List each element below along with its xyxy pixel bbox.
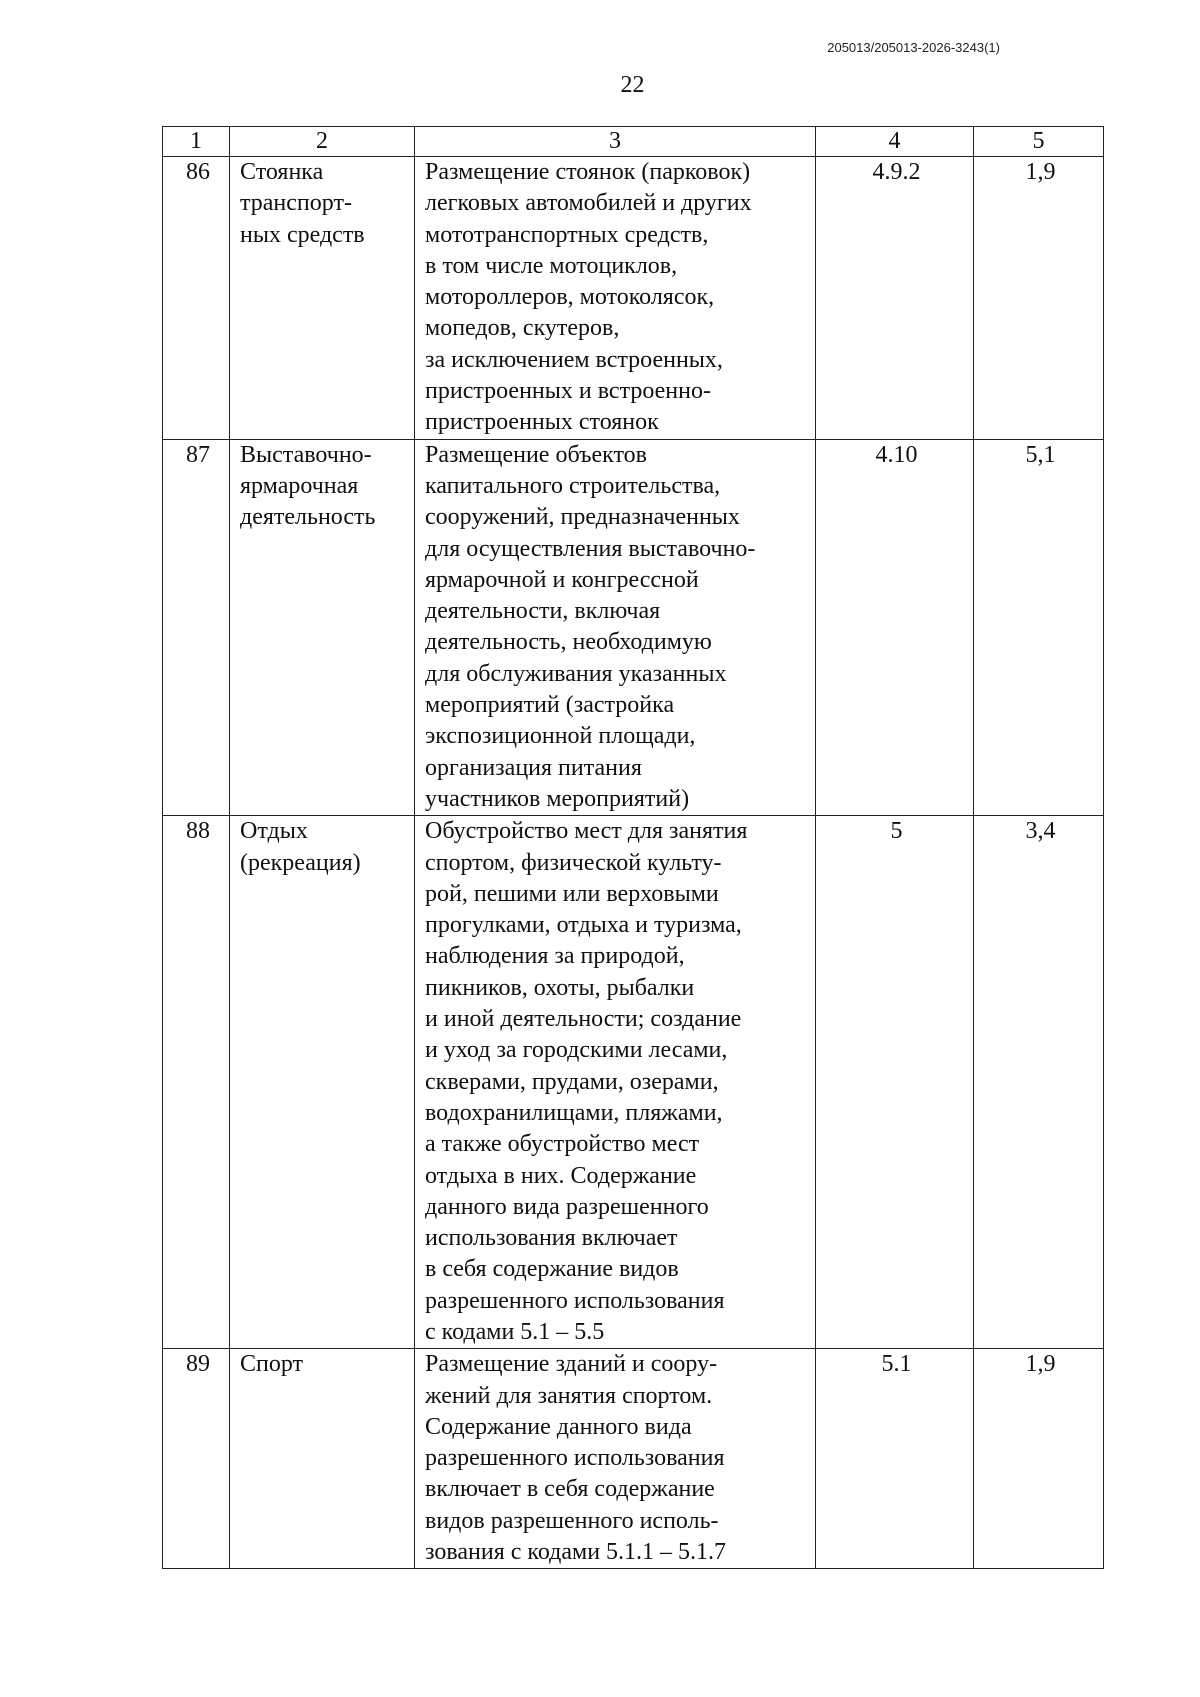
value-cell: 1,9 xyxy=(974,1349,1104,1569)
table-body xyxy=(163,157,1104,1569)
description-line: рой, пешими или верховыми xyxy=(425,880,719,907)
description-line: зования с кодами 5.1.1 – 5.1.7 xyxy=(425,1539,727,1566)
table-header xyxy=(163,127,1104,157)
use-name-line: Выставочно- xyxy=(240,441,372,468)
description-line: экспозиционной площади, xyxy=(425,723,696,750)
header-col-4: 4 xyxy=(816,127,974,157)
description-cell xyxy=(415,1349,816,1569)
use-name-line: ных средств xyxy=(240,221,365,248)
table-row xyxy=(163,816,1104,1349)
description-line: в том числе мотоциклов, xyxy=(425,252,678,279)
description-line: Размещение объектов xyxy=(425,441,647,468)
description-line: водохранилищами, пляжами, xyxy=(425,1099,723,1126)
header-col-5: 5 xyxy=(974,127,1104,157)
page-number: 22 xyxy=(620,72,645,98)
land-use-table xyxy=(162,126,1104,1569)
description-line: и иной деятельности; создание xyxy=(425,1006,742,1033)
description-line: с кодами 5.1 – 5.5 xyxy=(425,1318,605,1345)
description-line: видов разрешенного исполь- xyxy=(425,1507,719,1534)
description-line: пикников, охоты, рыбалки xyxy=(425,974,695,1001)
description-cell xyxy=(415,157,816,440)
description-line: разрешенного использования xyxy=(425,1287,725,1314)
header-col-1: 1 xyxy=(163,127,230,157)
description-line: и уход за городскими лесами, xyxy=(425,1037,728,1064)
row-number-cell: 88 xyxy=(163,816,230,1349)
classifier-code-cell: 5 xyxy=(816,816,974,1349)
description-line: разрешенного использования xyxy=(425,1445,725,1472)
description-line: деятельность, необходимую xyxy=(425,629,712,656)
description-line: скверами, прудами, озерами, xyxy=(425,1068,719,1095)
use-name-cell xyxy=(230,1349,415,1569)
value-cell: 1,9 xyxy=(974,157,1104,440)
description-line: наблюдения за природой, xyxy=(425,943,685,970)
description-line: пристроенных и встроенно- xyxy=(425,378,711,405)
document-id: 205013/205013-2026-3243(1) xyxy=(827,40,1000,55)
description-cell xyxy=(415,439,816,816)
header-col-3: 3 xyxy=(415,127,816,157)
description-line: сооружений, предназначенных xyxy=(425,504,740,531)
description-line: пристроенных стоянок xyxy=(425,409,659,436)
description-line: жений для занятия спортом. xyxy=(425,1382,713,1409)
description-line: мототранспортных средств, xyxy=(425,221,709,248)
description-line: ярмарочной и конгрессной xyxy=(425,566,699,593)
use-name-line: транспорт- xyxy=(240,190,352,217)
classifier-code-cell: 5.1 xyxy=(816,1349,974,1569)
classifier-code-cell: 4.9.2 xyxy=(816,157,974,440)
value-cell: 3,4 xyxy=(974,816,1104,1349)
description-line: деятельности, включая xyxy=(425,598,661,625)
description-line: Размещение стоянок (парковок) xyxy=(425,159,751,185)
description-line: капитального строительства, xyxy=(425,472,721,499)
table-row xyxy=(163,157,1104,440)
description-line: Размещение зданий и соору- xyxy=(425,1351,718,1378)
description-line: Содержание данного вида xyxy=(425,1413,692,1440)
use-name-cell xyxy=(230,157,415,440)
description-line: легковых автомобилей и других xyxy=(425,190,752,217)
description-line: мопедов, скутеров, xyxy=(425,315,620,342)
description-line: мотороллеров, мотоколясок, xyxy=(425,284,715,311)
classifier-code-cell: 4.10 xyxy=(816,439,974,816)
description-line: прогулками, отдыха и туризма, xyxy=(425,912,742,939)
use-name-cell xyxy=(230,439,415,816)
use-name-line: Стоянка xyxy=(240,159,324,185)
row-number-cell: 89 xyxy=(163,1349,230,1569)
description-line: участников мероприятий) xyxy=(425,785,690,812)
description-cell xyxy=(415,816,816,1349)
description-line: для обслуживания указанных xyxy=(425,660,727,687)
use-name-line: ярмарочная xyxy=(240,472,359,499)
description-line: для осуществления выставочно- xyxy=(425,535,756,562)
description-line: отдыха в них. Содержание xyxy=(425,1162,697,1189)
description-line: в себя содержание видов xyxy=(425,1256,679,1283)
row-number-cell: 86 xyxy=(163,157,230,440)
value-cell: 5,1 xyxy=(974,439,1104,816)
description-line: а также обустройство мест xyxy=(425,1131,700,1158)
use-name-line: Спорт xyxy=(240,1351,304,1378)
description-line: спортом, физической культу- xyxy=(425,849,722,876)
description-line: данного вида разрешенного xyxy=(425,1193,709,1220)
description-line: мероприятий (застройка xyxy=(425,692,675,719)
table-row xyxy=(163,1349,1104,1569)
description-line: за исключением встроенных, xyxy=(425,346,723,373)
row-number-cell: 87 xyxy=(163,439,230,816)
header-row xyxy=(163,127,1104,157)
use-name-line: Отдых xyxy=(240,818,308,845)
header-col-2: 2 xyxy=(230,127,415,157)
description-line: Обустройство мест для занятия xyxy=(425,818,748,845)
use-name-line: деятельность xyxy=(240,504,376,531)
description-line: включает в себя содержание xyxy=(425,1476,715,1503)
table-row xyxy=(163,439,1104,816)
use-name-cell xyxy=(230,816,415,1349)
use-name-line: (рекреация) xyxy=(240,849,361,876)
description-line: использования включает xyxy=(425,1225,678,1252)
description-line: организация питания xyxy=(425,754,642,781)
